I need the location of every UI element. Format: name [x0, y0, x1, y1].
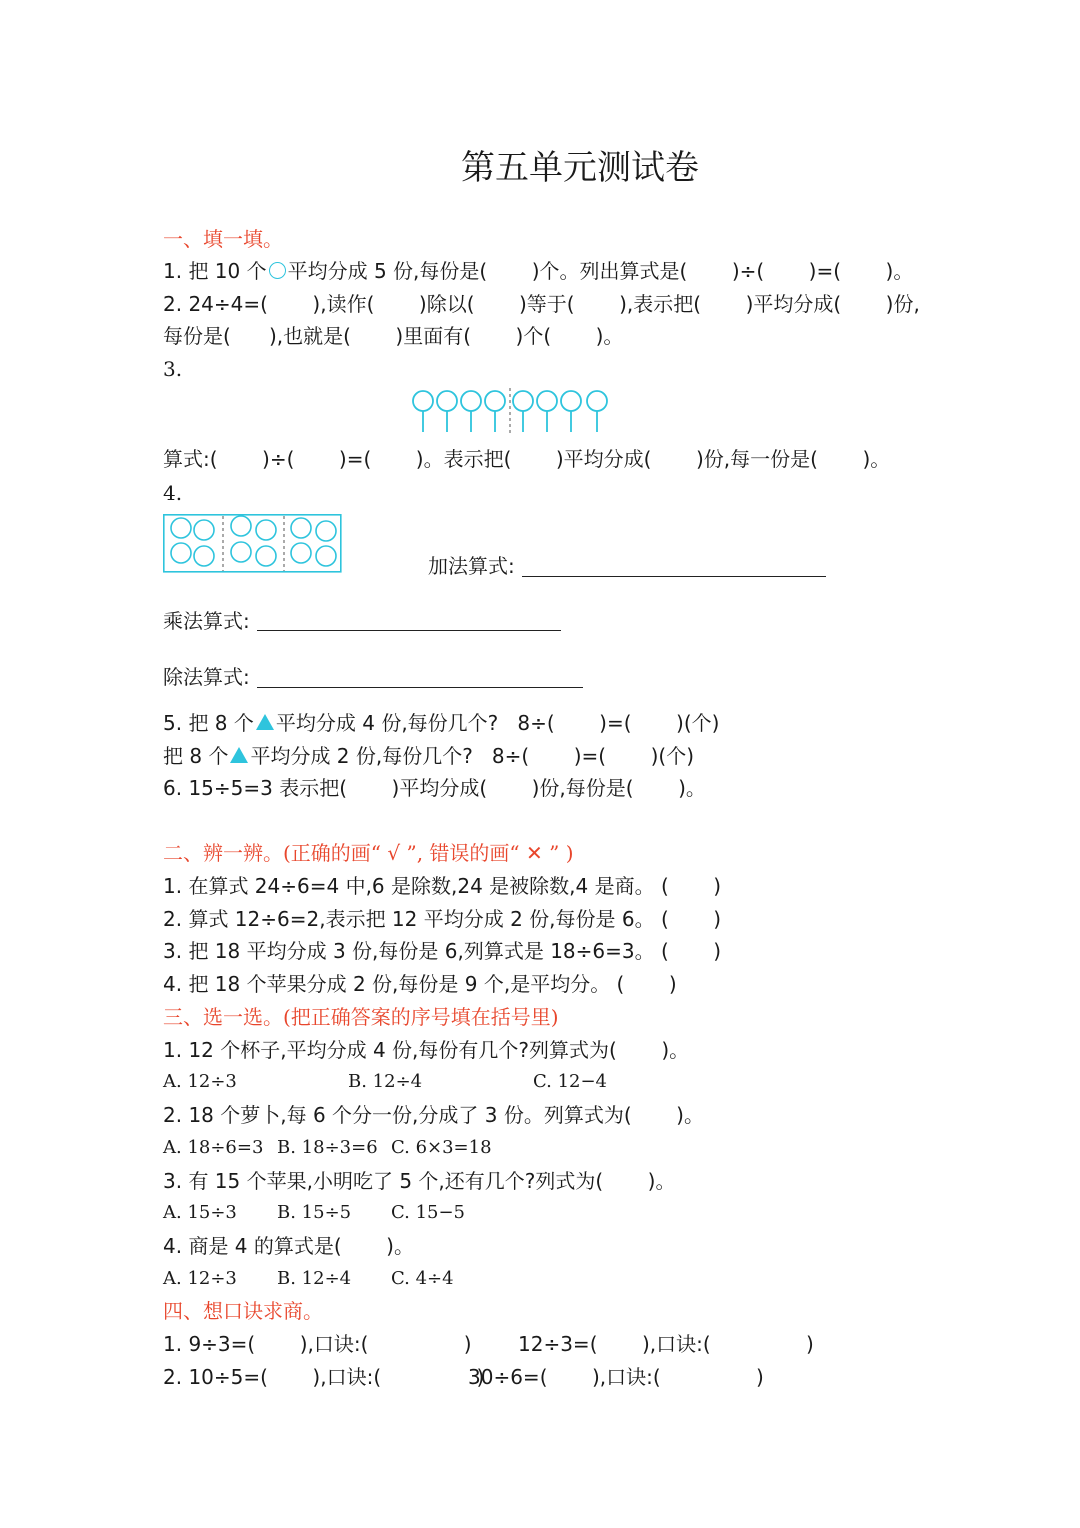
section-3-heading: 三、选一选。(把正确答案的序号填在括号里)	[163, 1005, 559, 1029]
mnemonic-1b: 12÷3=( ),口诀:( )	[518, 1332, 814, 1356]
choice-1-option-a[interactable]: A. 12÷3	[163, 1071, 237, 1092]
question-1-2b: 每份是( ),也就是( )里面有( )个( )。	[163, 324, 624, 348]
triangle-icon	[256, 714, 274, 730]
multiplication-label: 乘法算式:	[163, 609, 250, 633]
q5b-text-b: 平均分成 2 份,每份几个? 8÷( )=( )(个)	[250, 744, 694, 768]
addition-label: 加法算式:	[428, 554, 515, 578]
division-label: 除法算式:	[163, 665, 250, 689]
choice-1-option-c[interactable]: C. 12−4	[533, 1071, 608, 1092]
lollipop-icon	[437, 391, 457, 432]
lollipop-icon	[513, 391, 533, 432]
section-4-heading: 四、想口诀求商。	[163, 1299, 323, 1323]
choice-3-option-a[interactable]: A. 15÷3	[163, 1202, 237, 1223]
small-circle-icon	[269, 262, 286, 279]
q1-text-b: 平均分成 5 份,每份是( )个。列出算式是( )÷( )=( )。	[287, 259, 914, 283]
lollipop-icon	[485, 391, 505, 432]
choice-question-1: 1. 12 个杯子,平均分成 4 份,每份有几个?列算式为( )。	[163, 1038, 690, 1062]
judge-item-3: 3. 把 18 平均分成 3 份,每份是 6,列算式是 18÷6=3。 ( )	[163, 939, 722, 963]
choice-3-option-c[interactable]: C. 15−5	[391, 1202, 466, 1223]
q5b-text-a: 把 8 个	[163, 744, 229, 768]
page-title: 第五单元测试卷	[461, 148, 699, 188]
q5a-text-b: 平均分成 4 份,每份几个? 8÷( )=( )(个)	[275, 711, 720, 735]
lollipop-icon	[561, 391, 581, 432]
question-1-1	[163, 256, 913, 286]
lollipop-icon	[537, 391, 557, 432]
mnemonic-2a: 2. 10÷5=( ),口诀:( )	[163, 1365, 485, 1389]
q1-text-a: 1. 把 10 个	[163, 259, 267, 283]
section-2-heading: 二、辨一辨。(正确的画“ √ ”, 错误的画“ ✕ ” )	[163, 841, 574, 865]
question-1-2a: 2. 24÷4=( ),读作( )除以( )等于( ),表示把( )平均分成( )份,	[163, 292, 920, 316]
addition-answer-line[interactable]	[522, 576, 826, 577]
question-1-5b	[163, 741, 694, 771]
mnemonic-2b: 30÷6=( ),口诀:( )	[468, 1365, 764, 1389]
choice-1-option-b[interactable]: B. 12÷4	[348, 1071, 423, 1092]
question-1-3-line: 算式:( )÷( )=( )。表示把( )平均分成( )份,每一份是( )。	[163, 447, 891, 471]
q5a-text-a: 5. 把 8 个	[163, 711, 254, 735]
division-answer-line[interactable]	[257, 687, 583, 688]
lollipop-icon	[413, 391, 433, 432]
question-1-6: 6. 15÷5=3 表示把( )平均分成( )份,每份是( )。	[163, 776, 706, 800]
mnemonic-1a: 1. 9÷3=( ),口诀:( )	[163, 1332, 472, 1356]
section-1-heading: 一、填一填。	[163, 227, 283, 251]
lollipop-figure	[410, 388, 610, 438]
choice-2-option-a[interactable]: A. 18÷6=3	[163, 1137, 264, 1158]
triangle-icon	[230, 747, 248, 763]
question-1-4-number: 4.	[163, 481, 183, 505]
choice-question-2: 2. 18 个萝卜,每 6 个分一份,分成了 3 份。列算式为( )。	[163, 1103, 704, 1127]
choice-4-option-a[interactable]: A. 12÷3	[163, 1268, 237, 1289]
choice-2-option-c[interactable]: C. 6×3=18	[391, 1137, 492, 1158]
question-1-5a	[163, 708, 719, 738]
choice-3-option-b[interactable]: B. 15÷5	[277, 1202, 352, 1223]
multiplication-answer-line[interactable]	[257, 630, 561, 631]
circles-box-figure	[163, 514, 342, 573]
lollipop-icon	[587, 391, 607, 432]
judge-item-2: 2. 算式 12÷6=2,表示把 12 平均分成 2 份,每份是 6。 ( )	[163, 907, 722, 931]
choice-4-option-c[interactable]: C. 4÷4	[391, 1268, 454, 1289]
choice-question-3: 3. 有 15 个苹果,小明吃了 5 个,还有几个?列式为( )。	[163, 1169, 676, 1193]
choice-question-4: 4. 商是 4 的算式是( )。	[163, 1234, 414, 1258]
judge-item-4: 4. 把 18 个苹果分成 2 份,每份是 9 个,是平均分。 ( )	[163, 972, 677, 996]
lollipop-icon	[461, 391, 481, 432]
choice-4-option-b[interactable]: B. 12÷4	[277, 1268, 352, 1289]
judge-item-1: 1. 在算式 24÷6=4 中,6 是除数,24 是被除数,4 是商。 ( )	[163, 874, 722, 898]
question-1-3-number: 3.	[163, 357, 183, 381]
choice-2-option-b[interactable]: B. 18÷3=6	[277, 1137, 378, 1158]
